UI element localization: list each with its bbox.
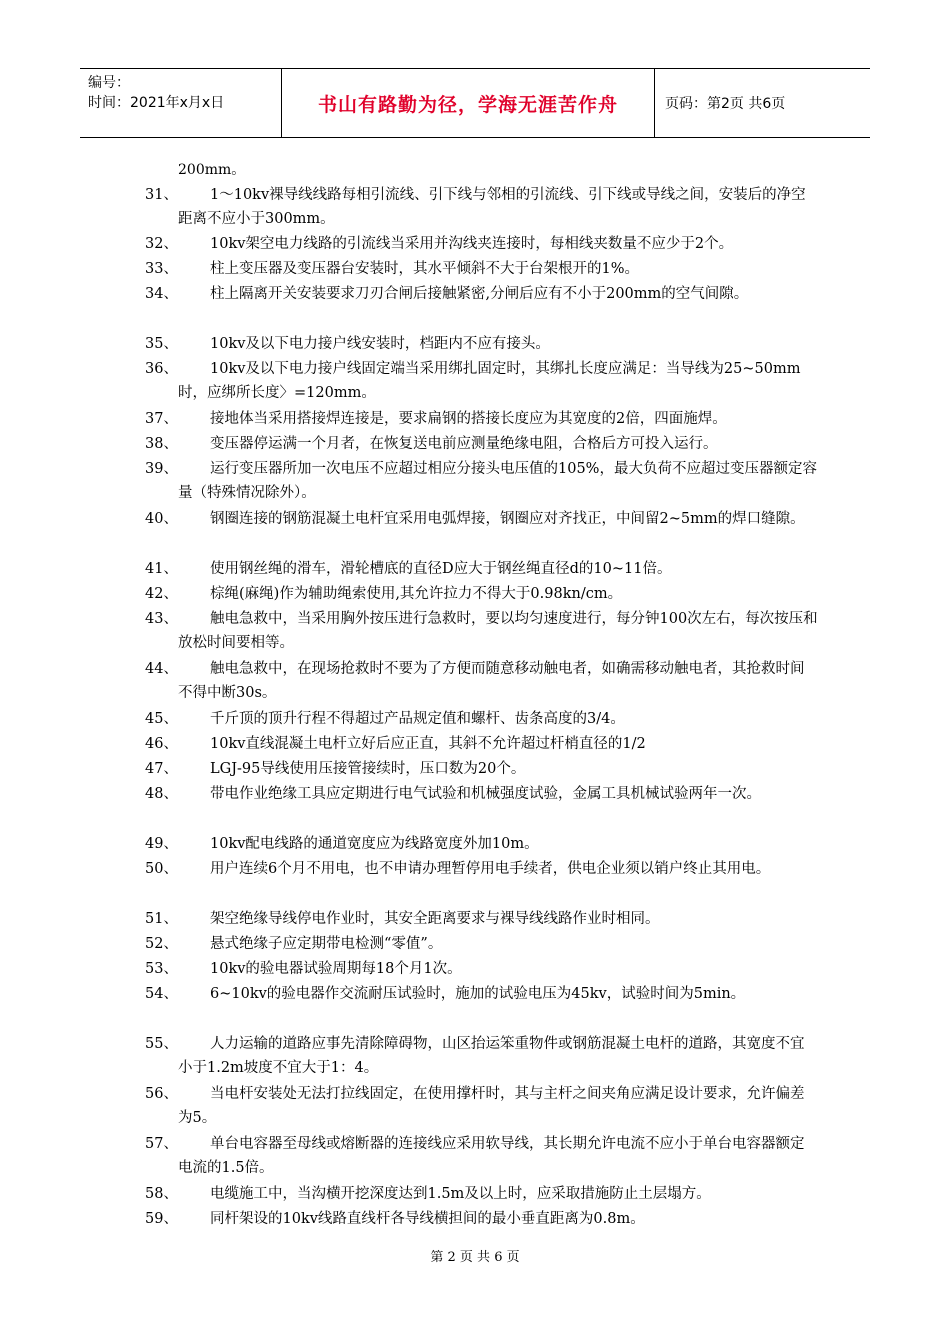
item-text: 变压器停运满一个月者，在恢复送电前应测量绝缘电阻，合格后方可投入运行。 xyxy=(210,436,718,452)
item-text: 运行变压器所加一次电压不应超过相应分接头电压值的105%，最大负荷不应超过变压器额定容量（特殊情况除外）。 xyxy=(178,461,817,501)
item-number: 31、 xyxy=(145,187,178,203)
header-page-info: 页码：第2页 共6页 xyxy=(665,96,786,112)
item-text: 10kv及以下电力接户线安装时，档距内不应有接头。 xyxy=(210,336,550,352)
item-text: 钢圈连接的钢筋混凝土电杆宜采用电弧焊接，钢圈应对齐找正，中间留2~5mm的焊口缝隙。 xyxy=(210,511,805,527)
item-text: 棕绳(麻绳)作为辅助绳索使用,其允许拉力不得大于0.98kn/cm。 xyxy=(210,586,623,602)
item-text: 同杆架设的10kv线路直线杆各导线横担间的最小垂直距离为0.8m。 xyxy=(210,1211,645,1227)
item-text: 10kv及以下电力接户线固定端当采用绑扎固定时，其绑扎长度应满足：当导线为25~50mm时，应绑所长度〉=120mm。 xyxy=(178,361,801,401)
item-number: 53、 xyxy=(145,961,178,977)
item-number: 37、 xyxy=(145,411,178,427)
item-number: 54、 xyxy=(145,986,178,1002)
item-text: 架空绝缘导线停电作业时，其安全距离要求与裸导线线路作业时相同。 xyxy=(210,911,660,927)
header-left-cell xyxy=(80,69,282,137)
item-text: 接地体当采用搭接焊连接是，要求扁钢的搭接长度应为其宽度的2倍，四面施焊。 xyxy=(210,411,727,427)
item-number: 41、 xyxy=(145,561,178,577)
item-number: 35、 xyxy=(145,336,178,352)
item-number: 58、 xyxy=(145,1186,178,1202)
item-number: 59、 xyxy=(145,1211,178,1227)
item-text: 悬式绝缘子应定期带电检测“零值”。 xyxy=(210,936,443,952)
item-number: 36、 xyxy=(145,361,178,377)
item-number: 33、 xyxy=(145,261,178,277)
item-number: 56、 xyxy=(145,1086,178,1102)
header-motto: 书山有路勤为径，学海无涯苦作舟 xyxy=(282,69,655,137)
item-number: 45、 xyxy=(145,711,178,727)
item-text: 单台电容器至母线或熔断器的连接线应采用软导线，其长期允许电流不应小于单台电容器额定电流的1.5倍。 xyxy=(178,1136,805,1176)
item-text: 人力运输的道路应事先清除障碍物，山区抬运笨重物件或钢筋混凝土电杆的道路，其宽度不宜小于1.2m坡度不宜大于1：4。 xyxy=(178,1036,805,1076)
item-number: 49、 xyxy=(145,836,178,852)
item-text: 千斤顶的顶升行程不得超过产品规定值和螺杆、齿条高度的3/4。 xyxy=(210,711,625,727)
item-number: 38、 xyxy=(145,436,178,452)
item-number: 43、 xyxy=(145,611,178,627)
item-text: 触电急救中，当采用胸外按压进行急救时，要以均匀速度进行，每分钟100次左右，每次按压和放松时间要相等。 xyxy=(178,611,818,651)
item-text: 用户连续6个月不用电，也不申请办理暂停用电手续者，供电企业须以销户终止其用电。 xyxy=(210,861,771,877)
item-number: 44、 xyxy=(145,661,178,677)
item-text: 1～10kv裸导线线路每相引流线、引下线与邻相的引流线、引下线或导线之间，安装后的净空距离不应小于300mm。 xyxy=(178,187,806,227)
item-number: 39、 xyxy=(145,461,178,477)
item-number: 46、 xyxy=(145,736,178,752)
item-number: 51、 xyxy=(145,911,178,927)
item-number: 40、 xyxy=(145,511,178,527)
item-number: 50、 xyxy=(145,861,178,877)
item-text: 6~10kv的验电器作交流耐压试验时，施加的试验电压为45kv，试验时间为5min。 xyxy=(210,986,746,1002)
page-footer: 第 2 页 共 6 页 xyxy=(430,1250,520,1265)
item-text: 10kv架空电力线路的引流线当采用并沟线夹连接时，每相线夹数量不应少于2个。 xyxy=(210,236,734,252)
item-number: 34、 xyxy=(145,286,178,302)
item-number: 47、 xyxy=(145,761,178,777)
item-text: 电缆施工中，当沟横开挖深度达到1.5m及以上时，应采取措施防止土层塌方。 xyxy=(210,1186,711,1202)
item-number: 42、 xyxy=(145,586,178,602)
item-text: 使用钢丝绳的滑车，滑轮槽底的直径D应大于钢丝绳直径d的10~11倍。 xyxy=(210,561,672,577)
continuation-text: 200mm。 xyxy=(178,162,246,178)
item-number: 57、 xyxy=(145,1136,178,1152)
page-header xyxy=(80,68,870,138)
item-text: 触电急救中，在现场抢救时不要为了方便而随意移动触电者，如确需移动触电者，其抢救时间不得中断30s。 xyxy=(178,661,805,701)
item-number: 55、 xyxy=(145,1036,178,1052)
item-text: 10kv配电线路的通道宽度应为线路宽度外加10m。 xyxy=(210,836,539,852)
item-text: 10kv的验电器试验周期每18个月1次。 xyxy=(210,961,462,977)
item-text: 带电作业绝缘工具应定期进行电气试验和机械强度试验，金属工具机械试验两年一次。 xyxy=(210,786,761,802)
item-number: 32、 xyxy=(145,236,178,252)
item-text: LGJ-95导线使用压接管接续时，压口数为20个。 xyxy=(210,761,526,777)
item-text: 当电杆安装处无法打拉线固定，在使用撑杆时，其与主杆之间夹角应满足设计要求，允许偏差为5。 xyxy=(178,1086,805,1126)
item-text: 10kv直线混凝土电杆立好后应正直，其斜不允许超过杆梢直径的1/2 xyxy=(210,736,646,752)
document-date-label: 时间：2021年x月x日 xyxy=(88,95,225,111)
item-number: 52、 xyxy=(145,936,178,952)
item-text: 柱上变压器及变压器台安装时，其水平倾斜不大于台架根开的1%。 xyxy=(210,261,640,277)
item-text: 柱上隔离开关安装要求刀刃合闸后接触紧密,分闸后应有不小于200mm的空气间隙。 xyxy=(210,286,749,302)
item-number: 48、 xyxy=(145,786,178,802)
document-number-label: 编号： xyxy=(88,75,130,91)
